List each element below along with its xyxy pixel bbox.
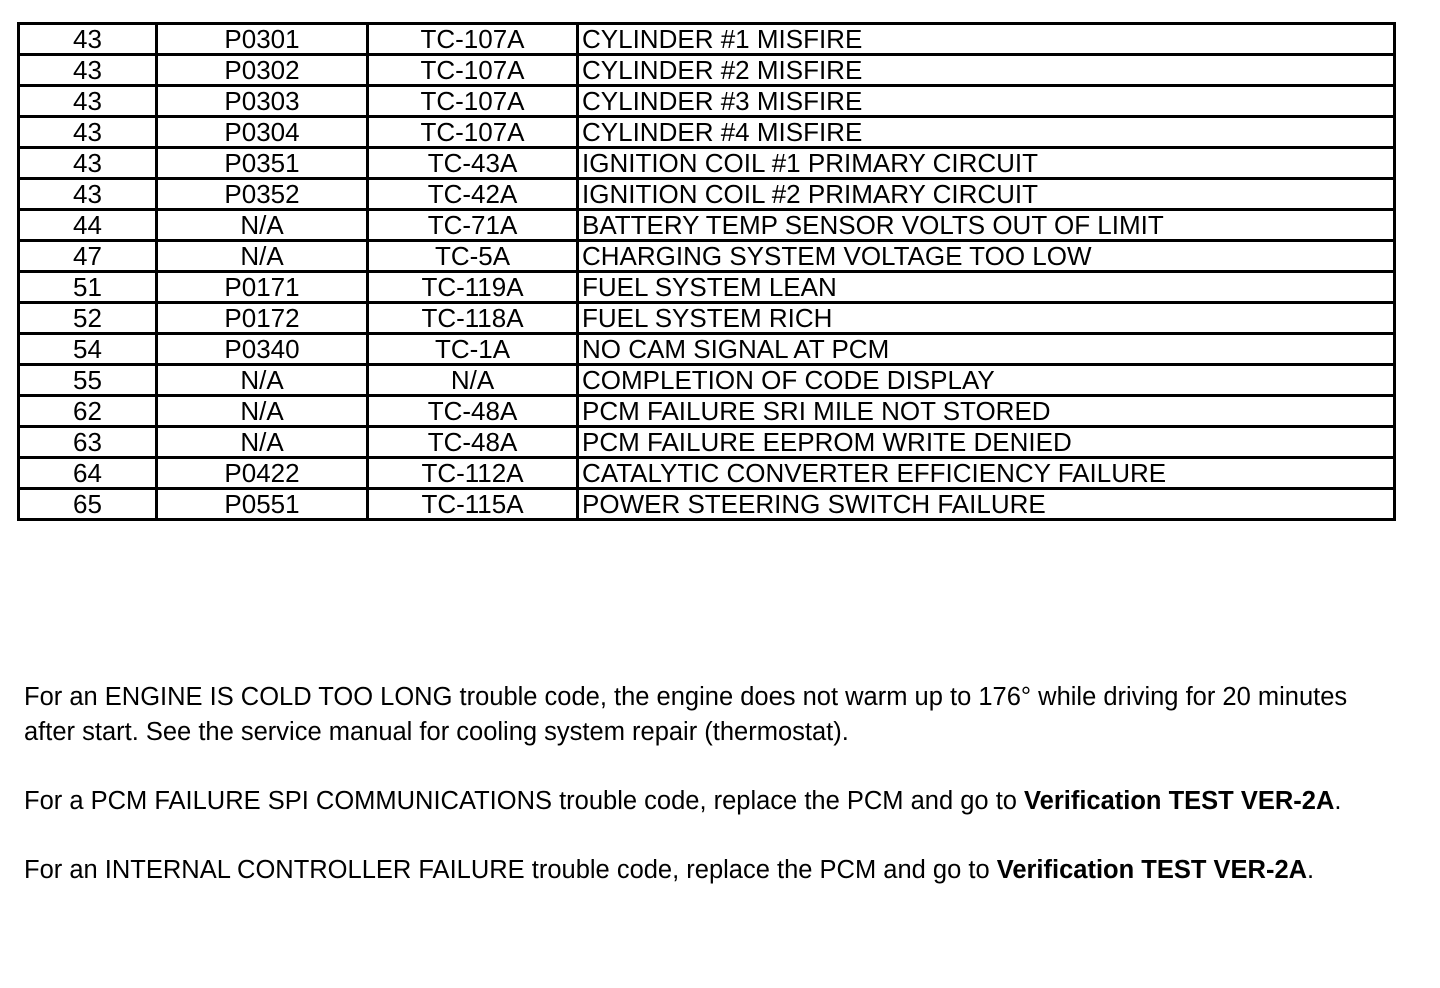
dtc-code-cell: P0301 bbox=[157, 24, 368, 55]
description-cell: FUEL SYSTEM LEAN bbox=[578, 272, 1395, 303]
table-row bbox=[19, 179, 1395, 210]
mil-code-cell: 64 bbox=[19, 458, 157, 489]
test-reference-cell: TC-71A bbox=[368, 210, 578, 241]
mil-code-cell: 43 bbox=[19, 117, 157, 148]
verification-test-reference: Verification TEST VER-2A bbox=[1024, 787, 1335, 815]
description-cell: IGNITION COIL #2 PRIMARY CIRCUIT bbox=[578, 179, 1395, 210]
mil-code-cell: 63 bbox=[19, 427, 157, 458]
trouble-code-table bbox=[17, 22, 1396, 521]
test-reference-cell: TC-107A bbox=[368, 86, 578, 117]
table-row bbox=[19, 396, 1395, 427]
mil-code-cell: 51 bbox=[19, 272, 157, 303]
description-cell: PCM FAILURE EEPROM WRITE DENIED bbox=[578, 427, 1395, 458]
dtc-code-cell: P0422 bbox=[157, 458, 368, 489]
description-cell: CYLINDER #4 MISFIRE bbox=[578, 117, 1395, 148]
dtc-code-cell: N/A bbox=[157, 365, 368, 396]
mil-code-cell: 52 bbox=[19, 303, 157, 334]
mil-code-cell: 65 bbox=[19, 489, 157, 520]
test-reference-cell: TC-48A bbox=[368, 396, 578, 427]
mil-code-cell: 55 bbox=[19, 365, 157, 396]
test-reference-cell: TC-119A bbox=[368, 272, 578, 303]
description-cell: PCM FAILURE SRI MILE NOT STORED bbox=[578, 396, 1395, 427]
note-engine-cold-text: For an ENGINE IS COLD TOO LONG trouble code, the engine does not warm up to 176° while driving for 20 minutes after start. See the service manual for cooling system repair (thermostat). bbox=[24, 683, 1348, 746]
dtc-code-cell: P0172 bbox=[157, 303, 368, 334]
dtc-code-cell: P0303 bbox=[157, 86, 368, 117]
test-reference-cell: N/A bbox=[368, 365, 578, 396]
table-row bbox=[19, 55, 1395, 86]
mil-code-cell: 62 bbox=[19, 396, 157, 427]
dtc-code-cell: N/A bbox=[157, 210, 368, 241]
mil-code-cell: 43 bbox=[19, 86, 157, 117]
description-cell: CHARGING SYSTEM VOLTAGE TOO LOW bbox=[578, 241, 1395, 272]
note-pcm-spi-end: . bbox=[1334, 787, 1342, 815]
dtc-code-cell: P0340 bbox=[157, 334, 368, 365]
table-row bbox=[19, 458, 1395, 489]
description-cell: FUEL SYSTEM RICH bbox=[578, 303, 1395, 334]
dtc-code-cell: P0302 bbox=[157, 55, 368, 86]
description-cell: CATALYTIC CONVERTER EFFICIENCY FAILURE bbox=[578, 458, 1395, 489]
test-reference-cell: TC-48A bbox=[368, 427, 578, 458]
table-row bbox=[19, 489, 1395, 520]
note-pcm-spi bbox=[24, 784, 1404, 819]
mil-code-cell: 43 bbox=[19, 24, 157, 55]
note-internal-controller-text: For an INTERNAL CONTROLLER FAILURE trouble code, replace the PCM and go to bbox=[24, 856, 997, 884]
dtc-code-cell: P0171 bbox=[157, 272, 368, 303]
mil-code-cell: 44 bbox=[19, 210, 157, 241]
description-cell: CYLINDER #1 MISFIRE bbox=[578, 24, 1395, 55]
mil-code-cell: 54 bbox=[19, 334, 157, 365]
note-pcm-spi-text: For a PCM FAILURE SPI COMMUNICATIONS trouble code, replace the PCM and go to bbox=[24, 787, 1025, 815]
table-row bbox=[19, 427, 1395, 458]
test-reference-cell: TC-107A bbox=[368, 117, 578, 148]
table-row bbox=[19, 24, 1395, 55]
test-reference-cell: TC-43A bbox=[368, 148, 578, 179]
table-row bbox=[19, 365, 1395, 396]
description-cell: CYLINDER #3 MISFIRE bbox=[578, 86, 1395, 117]
note-engine-cold bbox=[24, 680, 1404, 750]
dtc-code-cell: N/A bbox=[157, 427, 368, 458]
notes-section bbox=[24, 680, 1404, 922]
table-row bbox=[19, 86, 1395, 117]
dtc-code-cell: N/A bbox=[157, 241, 368, 272]
description-cell: IGNITION COIL #1 PRIMARY CIRCUIT bbox=[578, 148, 1395, 179]
dtc-code-cell: P0352 bbox=[157, 179, 368, 210]
trouble-code-rows bbox=[19, 24, 1395, 520]
test-reference-cell: TC-42A bbox=[368, 179, 578, 210]
table-row bbox=[19, 210, 1395, 241]
note-internal-controller bbox=[24, 853, 1404, 888]
table-row bbox=[19, 303, 1395, 334]
description-cell: COMPLETION OF CODE DISPLAY bbox=[578, 365, 1395, 396]
table-row bbox=[19, 148, 1395, 179]
dtc-code-cell: N/A bbox=[157, 396, 368, 427]
test-reference-cell: TC-115A bbox=[368, 489, 578, 520]
description-cell: CYLINDER #2 MISFIRE bbox=[578, 55, 1395, 86]
description-cell: NO CAM SIGNAL AT PCM bbox=[578, 334, 1395, 365]
description-cell: BATTERY TEMP SENSOR VOLTS OUT OF LIMIT bbox=[578, 210, 1395, 241]
test-reference-cell: TC-107A bbox=[368, 55, 578, 86]
test-reference-cell: TC-107A bbox=[368, 24, 578, 55]
mil-code-cell: 43 bbox=[19, 148, 157, 179]
test-reference-cell: TC-5A bbox=[368, 241, 578, 272]
dtc-code-cell: P0351 bbox=[157, 148, 368, 179]
verification-test-reference: Verification TEST VER-2A bbox=[996, 856, 1308, 884]
mil-code-cell: 43 bbox=[19, 55, 157, 86]
table-row bbox=[19, 241, 1395, 272]
test-reference-cell: TC-1A bbox=[368, 334, 578, 365]
table-row bbox=[19, 117, 1395, 148]
dtc-code-cell: P0304 bbox=[157, 117, 368, 148]
dtc-code-cell: P0551 bbox=[157, 489, 368, 520]
note-internal-controller-end: . bbox=[1307, 856, 1315, 884]
description-cell: POWER STEERING SWITCH FAILURE bbox=[578, 489, 1395, 520]
test-reference-cell: TC-112A bbox=[368, 458, 578, 489]
mil-code-cell: 43 bbox=[19, 179, 157, 210]
mil-code-cell: 47 bbox=[19, 241, 157, 272]
table-row bbox=[19, 334, 1395, 365]
test-reference-cell: TC-118A bbox=[368, 303, 578, 334]
table-row bbox=[19, 272, 1395, 303]
